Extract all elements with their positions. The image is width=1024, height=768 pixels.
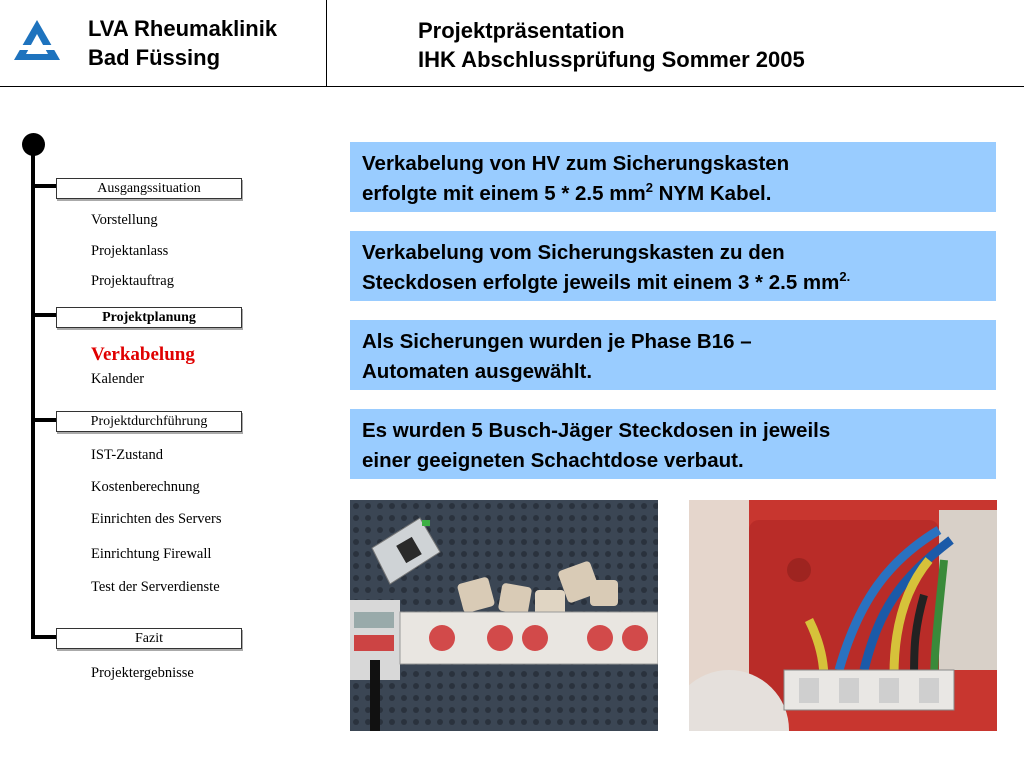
outline-item-vorstellung[interactable]: Vorstellung (91, 212, 158, 228)
clinic-name (88, 14, 277, 72)
presentation-line-1: Projektpräsentation (418, 18, 625, 43)
timeline-tick (31, 184, 56, 188)
section-projektdurchfuehrung[interactable]: Projektdurchführung (56, 411, 242, 432)
outline-item-einrichtung-firewall[interactable]: Einrichtung Firewall (91, 546, 212, 562)
info-text: Automaten ausgewählt. (362, 360, 593, 383)
info-box-hv-cabling (350, 142, 996, 212)
section-fazit[interactable]: Fazit (56, 628, 242, 649)
outline-item-test-serverdienste[interactable]: Test der Serverdienste (91, 579, 220, 595)
info-text: Verkabelung von HV zum Sicherungskasten (362, 152, 790, 175)
timeline-tick (31, 635, 56, 639)
timeline-tick (31, 313, 56, 317)
section-ausgangssituation[interactable]: Ausgangssituation (56, 178, 242, 199)
triangle-logo-icon (12, 18, 62, 64)
outline-item-projektergebnisse[interactable]: Projektergebnisse (91, 665, 194, 681)
presentation-line-2: IHK Abschlussprüfung Sommer 2005 (418, 47, 805, 72)
presentation-title (418, 16, 805, 74)
info-text: Steckdosen erfolgte jeweils mit einem 3 * 2.5 $mm^{2.}$ (362, 269, 851, 294)
info-box-socket-cabling (350, 231, 996, 301)
outline-item-einrichten-servers[interactable]: Einrichten des Servers (91, 511, 222, 527)
header-divider (326, 0, 327, 86)
info-text: erfolgte mit einem 5 * 2.5 $mm^2$ NYM Kabel. (362, 180, 772, 205)
info-box-fuses (350, 320, 996, 390)
info-text: einer geeigneten Schachtdose verbaut. (362, 449, 744, 472)
photo-junction-box-wiring (689, 500, 997, 731)
photo-socket-strip (350, 500, 658, 731)
timeline-tick (31, 418, 56, 422)
info-text: Als Sicherungen wurden je Phase B16 – (362, 330, 752, 353)
info-text: Es wurden 5 Busch-Jäger Steckdosen in jeweils (362, 419, 831, 442)
clinic-line-2: Bad Füssing (88, 45, 221, 70)
outline-item-projektanlass[interactable]: Projektanlass (91, 243, 169, 259)
outline-item-verkabelung-active[interactable]: Verkabelung (91, 344, 195, 365)
info-box-sockets (350, 409, 996, 479)
section-projektplanung[interactable]: Projektplanung (56, 307, 242, 328)
clinic-line-1: LVA Rheumaklinik (88, 16, 278, 41)
info-text: Verkabelung vom Sicherungskasten zu den (362, 241, 785, 264)
outline-item-kostenberechnung[interactable]: Kostenberechnung (91, 479, 200, 495)
outline-item-projektauftrag[interactable]: Projektauftrag (91, 273, 174, 289)
header-rule (0, 86, 1024, 87)
outline-item-kalender[interactable]: Kalender (91, 371, 145, 387)
timeline-line (31, 148, 35, 639)
outline-item-ist-zustand[interactable]: IST-Zustand (91, 447, 163, 463)
